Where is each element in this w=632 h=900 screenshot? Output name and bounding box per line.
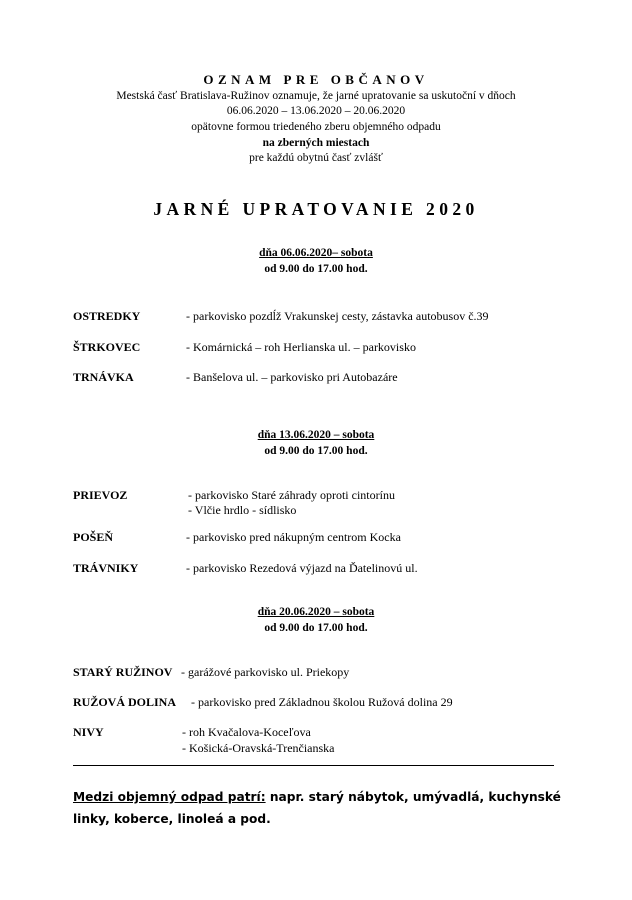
notice-line-4: na zberných miestach [262,137,370,149]
schedule-time-3: od 9.00 do 17.00 hod. [264,622,368,634]
location-description: - Košická-Oravská-Trenčianska [182,741,335,755]
location-name: ŠTRKOVEC [73,340,141,354]
location-name: TRÁVNIKY [73,561,139,575]
location-description: - Komárnická – roh Herlianska ul. – parkovisko [186,340,416,354]
location-description: - garážové parkovisko ul. Priekopy [181,665,350,679]
location-name: OSTREDKY [73,309,141,323]
schedule-time-2: od 9.00 do 17.00 hod. [264,445,368,457]
location-description: - parkovisko Staré záhrady oproti cintorínu [188,488,395,502]
schedule-day-2: dňa 13.06.2020 – sobota [257,429,375,441]
notice-heading: OZNAM PRE OBČANOV [203,72,429,87]
location-description: - Vlčie hrdlo - sídlisko [188,503,297,517]
location-description: - parkovisko pozdĺž Vrakunskej cesty, zástavka autobusov č.39 [186,309,489,323]
location-name: STARÝ RUŽINOV [73,665,173,679]
schedule-day-1: dňa 06.06.2020– sobota [259,247,373,259]
notice-line-1: Mestská časť Bratislava-Ružinov oznamuje, že jarné upratovanie sa uskutoční v dňoch [116,90,516,102]
location-name: POŠEŇ [73,530,114,544]
location-description: - roh Kvačalova-Koceľova [182,725,311,739]
location-name: RUŽOVÁ DOLINA [73,695,177,709]
notice-line-5: pre každú obytnú časť zvlášť [249,152,383,164]
location-description: - parkovisko Rezedová výjazd na Ďatelinovú ul. [186,561,418,575]
notice-line-2: 06.06.2020 – 13.06.2020 – 20.06.2020 [226,105,406,117]
page-title: JARNÉ UPRATOVANIE 2020 [153,199,479,219]
location-name: TRNÁVKA [73,370,134,384]
footer-note-label: Medzi objemný odpad patrí: [73,790,266,804]
location-name: PRIEVOZ [73,488,128,502]
location-description: - parkovisko pred nákupným centrom Kocka [186,530,401,544]
location-description: - Banšelova ul. – parkovisko pri Autobazáre [186,370,398,384]
notice-line-3: opätovne formou triedeného zberu objemného odpadu [191,121,441,133]
divider [73,765,554,766]
location-name: NIVY [73,725,104,739]
footer-note-text: napr. starý nábytok, umývadlá, kuchynské linky, koberce, linoleá a pod. [73,790,561,826]
footer-note [73,786,573,830]
schedule-day-3: dňa 20.06.2020 – sobota [257,606,375,618]
location-description: - parkovisko pred Základnou školou Ružová dolina 29 [191,695,453,709]
schedule-time-1: od 9.00 do 17.00 hod. [264,263,368,275]
